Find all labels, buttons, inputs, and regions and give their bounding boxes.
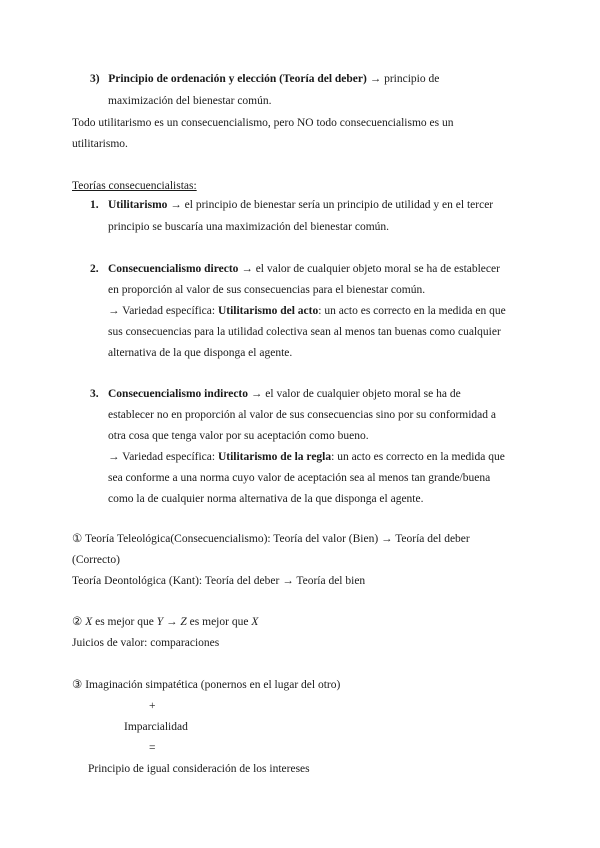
point3-number: 3) — [90, 73, 100, 85]
note1-marker: ① — [72, 533, 83, 545]
note1-line3: Teoría Deontológica (Kant): Teoría del deber → Teoría del bien — [72, 575, 366, 587]
note1-text: Teoría Teleológica(Consecuencialismo): Teoría del valor (Bien) → Teoría del deber — [84, 533, 470, 545]
note1-line1 — [72, 532, 470, 546]
item2-variety-term: Utilitarismo del acto — [217, 305, 319, 317]
item3-variety-line — [108, 450, 505, 464]
item2-term: Consecuencialismo directo — [108, 263, 239, 275]
item2-variety-prefix: → Variedad específica: — [108, 305, 216, 317]
note2-var-x: X — [85, 616, 93, 628]
note3-equals: = — [149, 742, 156, 754]
point3-line2: maximización del bienestar común. — [108, 95, 272, 107]
note1-line2: (Correcto) — [72, 554, 120, 566]
item3-line5: sea conforme a una norma cuyo valor de aceptación sea al menos tan grande/buena — [108, 472, 491, 484]
item3-term: Consecuencialismo indirecto — [108, 388, 249, 400]
item3-variety-rest: : un acto es correcto en la medida que — [331, 451, 505, 463]
item2-line5: alternativa de la que disponga el agente. — [108, 347, 293, 359]
note3-text: Imaginación simpatética (ponernos en el lugar del otro) — [85, 679, 341, 691]
note2-var-y: Y — [156, 616, 164, 628]
item1-line2: principio se buscaría una maximización del bienestar común. — [108, 221, 390, 233]
item2-number: 2. — [90, 263, 99, 275]
item3-line1-rest: → el valor de cualquier objeto moral se ha de — [250, 388, 461, 400]
item1-line1 — [108, 198, 493, 212]
note2-var-x2: X — [251, 616, 259, 628]
note2-mid1: es mejor que — [92, 616, 157, 628]
note3-impartiality: Imparcialidad — [124, 721, 188, 733]
item3-variety-term: Utilitarismo de la regla — [217, 451, 332, 463]
item3-line6: como la de cualquier norma alternativa de la que disponga el agente. — [108, 493, 424, 505]
item1-number: 1. — [90, 199, 99, 211]
note2-line2: Juicios de valor: comparaciones — [72, 637, 220, 649]
item3-number: 3. — [90, 388, 99, 400]
note2-arrow: → — [163, 616, 181, 628]
item2-line1 — [108, 262, 500, 276]
intro-line2: utilitarismo. — [72, 138, 128, 150]
item2-variety-rest: : un acto es correcto en la medida en que — [318, 305, 506, 317]
item3-line1 — [108, 387, 461, 401]
item2-line1-rest: → el valor de cualquier objeto moral se ha de establecer — [241, 263, 500, 275]
item3-line2: establecer no en proporción al valor de sus consecuencias sino por su conformidad a — [108, 409, 496, 421]
item3-variety-prefix: → Variedad específica: — [108, 451, 216, 463]
theories-heading: Teorías consecuencialistas: — [72, 180, 197, 192]
item1-term: Utilitarismo — [108, 199, 168, 211]
item3-line3: otra cosa que tenga valor por su aceptación como bueno. — [108, 430, 369, 442]
item1-line1-rest: → el principio de bienestar sería un principio de utilidad y en el tercer — [170, 199, 494, 211]
item2-variety-line — [108, 304, 506, 318]
item2-line4: sus consecuencias para la utilidad colectiva sean al menos tan buenas como cualquier — [108, 326, 501, 338]
note3-plus: + — [149, 700, 156, 712]
note3-result: Principio de igual consideración de los intereses — [88, 763, 310, 775]
item2-line2: en proporción al valor de sus consecuencias para el bienestar común. — [108, 284, 426, 296]
note3-line1 — [72, 678, 340, 692]
note2-marker: ② — [72, 616, 83, 628]
note2-mid2: es mejor que — [186, 616, 252, 628]
note2-var-z: Z — [180, 616, 187, 628]
point3-title: Principio de ordenación y elección (Teoría del deber) — [108, 73, 367, 85]
point3-arrow-text: → principio de — [369, 73, 440, 85]
note3-marker: ③ — [72, 679, 83, 691]
point3-line1 — [90, 72, 439, 86]
intro-line1: Todo utilitarismo es un consecuencialismo, pero NO todo consecuencialismo es un — [72, 117, 454, 129]
note2-line1 — [72, 615, 258, 629]
